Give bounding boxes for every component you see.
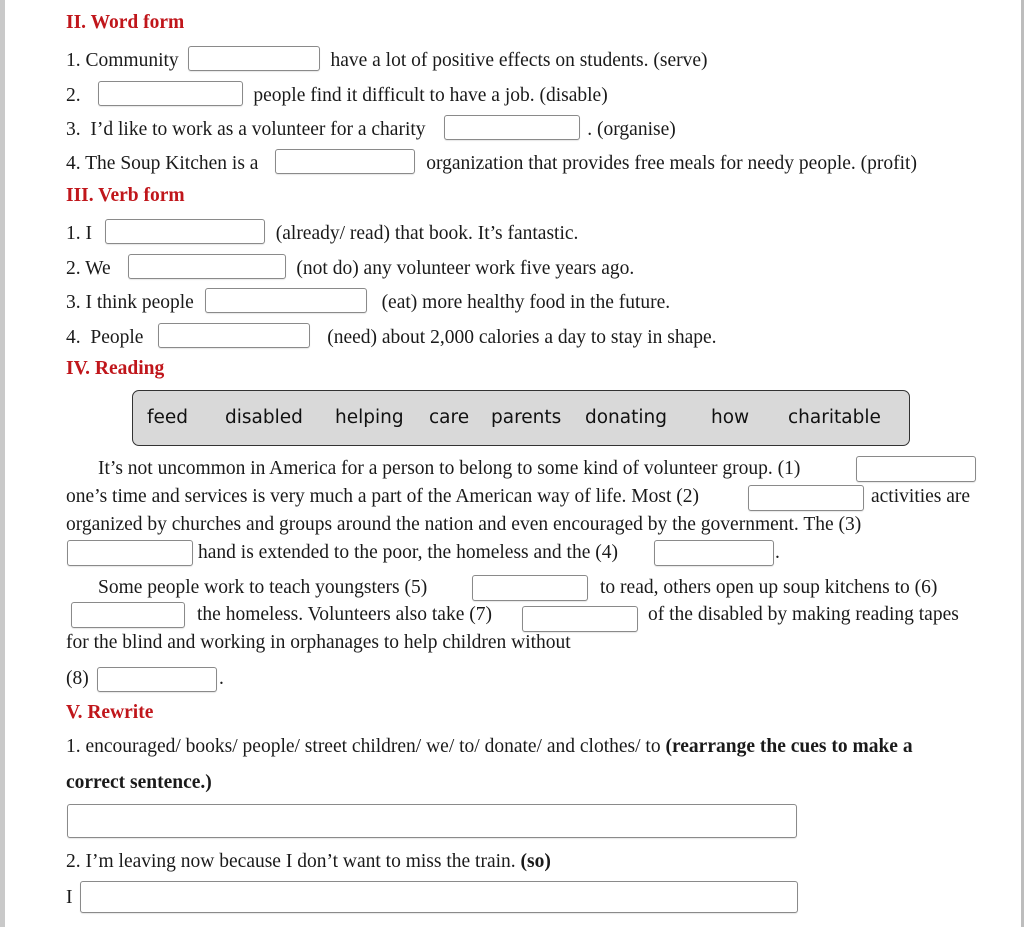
- word-bank-item: care: [429, 407, 470, 428]
- reading-blank-1-input[interactable]: [856, 456, 976, 482]
- word-form-question-2: [66, 81, 608, 108]
- page-left-edge: [0, 0, 5, 927]
- answer-blank-input[interactable]: [275, 149, 415, 174]
- paragraph-text: Some people work to teach youngsters (5): [98, 577, 428, 598]
- paragraph-text: It’s not uncommon in America for a person to belong to some kind of volunteer group. (1): [98, 458, 801, 479]
- question-text: 1. Community: [66, 50, 179, 71]
- reading-blank-8-input[interactable]: [97, 667, 217, 692]
- reading-paragraph-2-line-3: [66, 632, 571, 654]
- question-text: have a lot of positive effects on students. (serve): [330, 50, 708, 71]
- word-bank-item: disabled: [225, 407, 303, 428]
- question-instruction: (so): [520, 851, 551, 872]
- question-text: . (organise): [587, 119, 676, 140]
- word-bank-box: [132, 390, 910, 446]
- reading-paragraph-1-line-2: [66, 486, 699, 508]
- rewrite-question-1-cont: [66, 771, 212, 795]
- reading-paragraph-2-line-1: [98, 577, 427, 599]
- word-form-question-4: [66, 149, 917, 176]
- verb-form-question-4: [66, 323, 717, 350]
- paragraph-text: .: [775, 542, 780, 563]
- reading-blank-3-input[interactable]: [67, 540, 193, 566]
- reading-paragraph-1-line-4-end: [775, 542, 780, 564]
- section-heading-rewrite: V. Rewrite: [66, 702, 154, 723]
- question-text: (already/ read) that book. It’s fantastic.: [275, 223, 579, 244]
- paragraph-text: one’s time and services is very much a part of the American way of life. Most (2): [66, 486, 700, 507]
- answer-blank-input[interactable]: [128, 254, 286, 279]
- reading-paragraph-1-line-1: [98, 458, 800, 480]
- reading-paragraph-2-line-1-end: [600, 577, 937, 599]
- verb-form-question-1: [66, 219, 578, 246]
- paragraph-text: (8): [66, 668, 89, 689]
- paragraph-text: of the disabled by making reading tapes: [648, 604, 959, 625]
- word-form-question-3: [66, 115, 676, 142]
- question-text: 3. I’d like to work as a volunteer for a charity: [66, 119, 426, 140]
- rewrite-answer-2-start: [66, 886, 73, 910]
- answer-blank-input[interactable]: [188, 46, 320, 71]
- question-text: 1. I: [66, 223, 92, 244]
- paragraph-text: to read, others open up soup kitchens to (6): [600, 577, 938, 598]
- word-bank-item: charitable: [788, 407, 881, 428]
- question-text: (not do) any volunteer work five years ago.: [296, 258, 635, 279]
- answer-blank-input[interactable]: [158, 323, 310, 348]
- section-heading-word-form: II. Word form: [66, 12, 185, 33]
- section-heading-verb-form: III. Verb form: [66, 185, 185, 206]
- reading-blank-6-input[interactable]: [71, 602, 185, 628]
- word-bank-item: parents: [491, 407, 562, 428]
- answer-blank-input[interactable]: [105, 219, 265, 244]
- question-instruction: (rearrange the cues to make a: [665, 736, 913, 757]
- question-text: (eat) more healthy food in the future.: [381, 292, 671, 313]
- verb-form-question-2: [66, 254, 634, 281]
- paragraph-text: for the blind and working in orphanages to help children without: [66, 632, 571, 653]
- question-text: 4. The Soup Kitchen is a: [66, 153, 259, 174]
- question-text: organization that provides free meals for needy people. (profit): [426, 153, 917, 174]
- verb-form-question-3: [66, 288, 670, 315]
- word-bank-item: helping: [335, 407, 404, 428]
- rewrite-question-1: [66, 735, 913, 759]
- reading-paragraph-2-line-4: [66, 668, 89, 690]
- reading-blank-4-input[interactable]: [654, 540, 774, 566]
- reading-paragraph-2-line-4-end: [219, 668, 224, 690]
- reading-blank-7-input[interactable]: [522, 606, 638, 632]
- question-text: 2. I’m leaving now because I don’t want to miss the train.: [66, 851, 516, 872]
- reading-paragraph-1-line-2-end: [871, 486, 970, 508]
- word-bank-item: feed: [147, 407, 189, 428]
- rewrite-answer-1-input[interactable]: [67, 804, 797, 838]
- section-heading-reading: IV. Reading: [66, 358, 165, 379]
- word-bank-item: how: [711, 407, 750, 428]
- reading-blank-2-input[interactable]: [748, 485, 864, 511]
- question-text: 3. I think people: [66, 292, 194, 313]
- answer-prefix: I: [66, 887, 73, 908]
- answer-blank-input[interactable]: [444, 115, 580, 140]
- reading-paragraph-2-line-2: [197, 604, 492, 626]
- word-form-question-1: [66, 46, 708, 73]
- word-bank-item: donating: [585, 407, 667, 428]
- rewrite-question-2: [66, 850, 551, 874]
- question-text: people find it difficult to have a job. (disable): [253, 85, 608, 106]
- paragraph-text: activities are: [871, 486, 971, 507]
- reading-blank-5-input[interactable]: [472, 575, 588, 601]
- question-instruction: correct sentence.): [66, 772, 212, 793]
- reading-paragraph-1-line-3: [66, 514, 976, 536]
- answer-blank-input[interactable]: [205, 288, 367, 313]
- question-text: (need) about 2,000 calories a day to stay in shape.: [327, 327, 717, 348]
- paragraph-text: the homeless. Volunteers also take (7): [197, 604, 492, 625]
- rewrite-answer-2-input[interactable]: [80, 881, 798, 913]
- question-text: 2.: [66, 85, 81, 106]
- reading-paragraph-1-line-4: [198, 542, 618, 564]
- paragraph-text: .: [219, 668, 224, 689]
- question-text: 2. We: [66, 258, 111, 279]
- answer-blank-input[interactable]: [98, 81, 243, 106]
- question-text: 4. People: [66, 327, 144, 348]
- paragraph-text: organized by churches and groups around the nation and even encouraged by the government. The (3): [66, 514, 862, 535]
- reading-paragraph-2-line-2-end: [648, 604, 959, 626]
- question-text: 1. encouraged/ books/ people/ street children/ we/ to/ donate/ and clothes/ to: [66, 736, 661, 757]
- paragraph-text: hand is extended to the poor, the homeless and the (4): [198, 542, 618, 563]
